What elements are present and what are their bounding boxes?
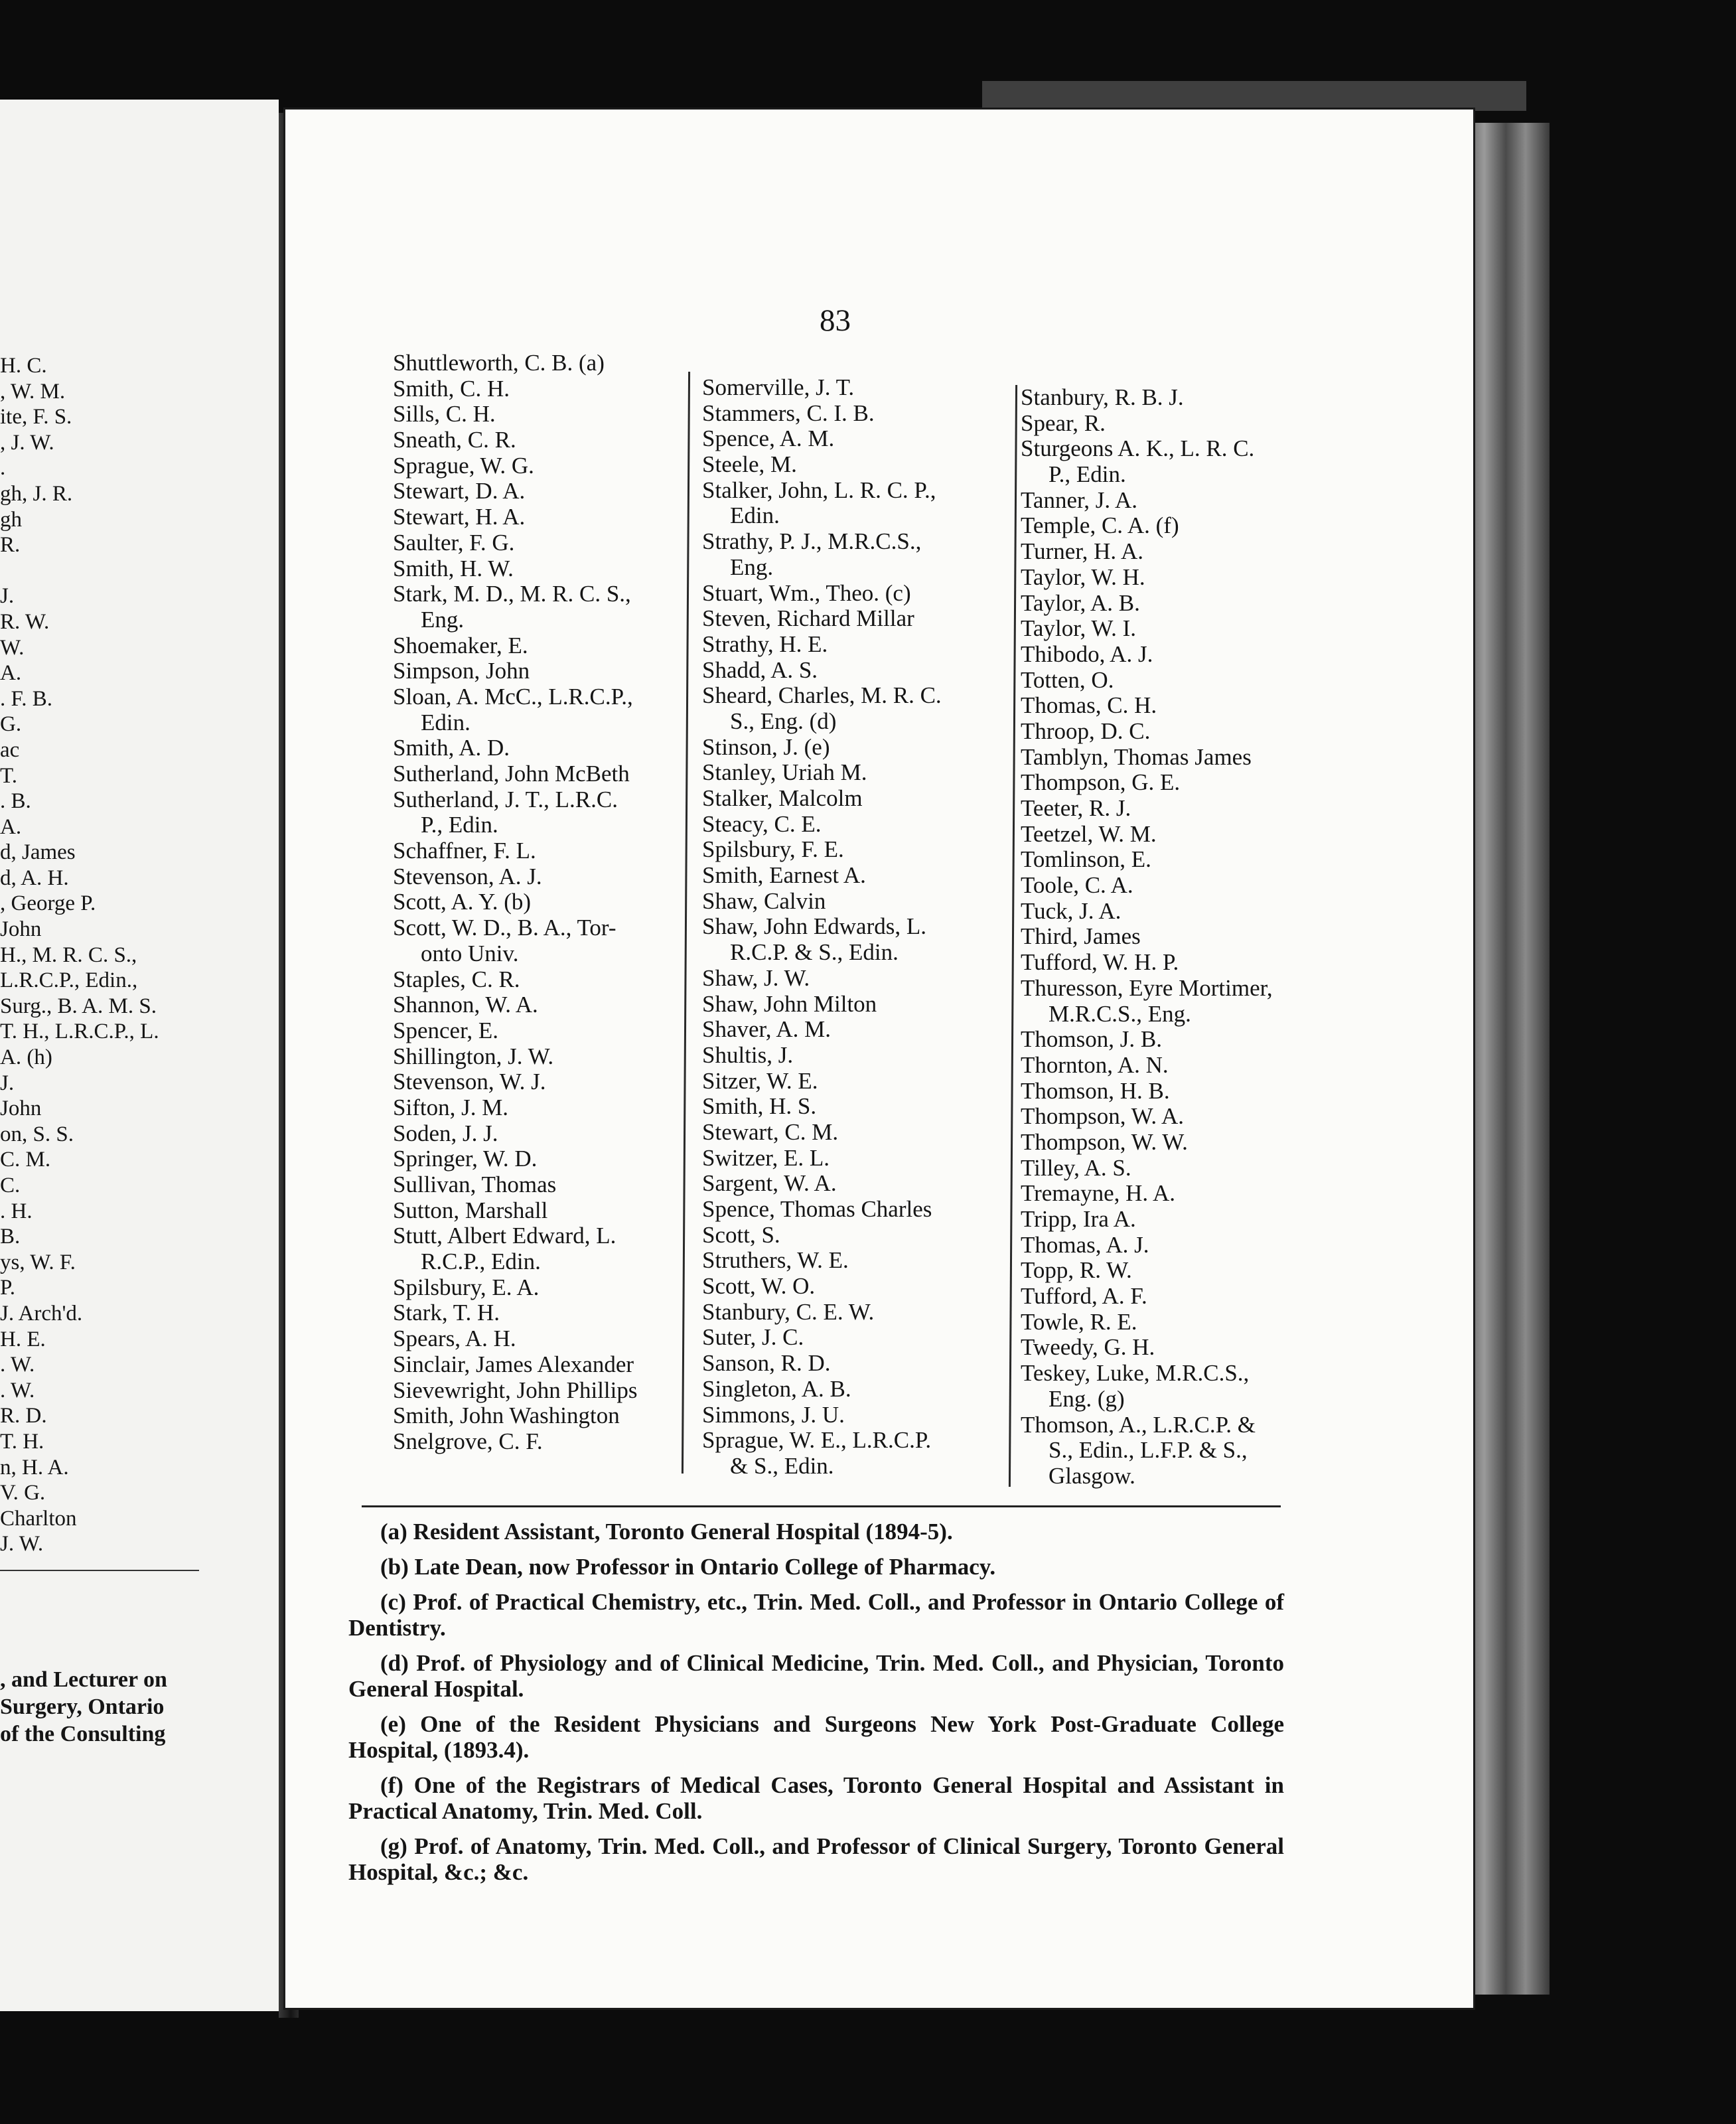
name-entry: Tufford, A. F. [1021,1283,1147,1310]
left-page-entry: J. [0,1071,15,1095]
name-entry: Edin. [730,502,780,529]
name-column-1 [393,350,685,1455]
name-entry: R.C.P., Edin. [421,1249,541,1275]
name-entry: Simpson, John [393,658,530,684]
name-entry: Thornton, A. N. [1021,1051,1169,1078]
left-page-entry: on, S. S. [0,1122,74,1146]
name-entry: Sargent, W. A. [702,1170,837,1197]
name-entry: Scott, S. [702,1221,780,1248]
name-entry: Steele, M. [702,451,797,478]
name-entry: Smith, John Washington [393,1403,620,1429]
left-page-entry: R. [0,533,21,558]
name-entry: M.R.C.S., Eng. [1049,1000,1191,1027]
left-page-entry: , J. W. [0,430,54,455]
name-entry: Thompson, W. W. [1021,1128,1188,1155]
left-page-note-line: Surgery, Ontario [0,1695,165,1719]
name-entry: Shoemaker, E. [393,632,528,658]
name-entry: Steven, Richard Millar [702,605,914,632]
left-page-entry: d, James [0,840,76,865]
left-page-entry: Surg., B. A. M. S. [0,994,157,1018]
name-entry: Stewart, C. M. [702,1118,839,1145]
name-entry: Tripp, Ira A. [1021,1206,1136,1232]
name-entry: Shaw, John Edwards, L. [702,913,926,940]
left-page-entry: R. D. [0,1404,47,1428]
left-page-entry: J. [0,584,15,609]
left-page-entry: , George P. [0,891,96,916]
name-entry: Sievewright, John Phillips [393,1377,638,1403]
name-entry: Shuttleworth, C. B. (a) [393,350,605,376]
name-entry: Staples, C. R. [393,966,520,992]
name-entry: Tuck, J. A. [1021,897,1121,924]
left-page-notes [0,1666,279,1748]
name-entry: Thompson, W. A. [1021,1103,1185,1130]
name-entry: Turner, H. A. [1021,538,1143,565]
name-entry: Shaver, A. M. [702,1016,832,1043]
left-page-entry: J. W. [0,1532,44,1556]
name-entry: S., Eng. (d) [730,708,837,734]
name-entry: Thomson, J. B. [1021,1026,1162,1053]
name-entry: Throop, D. C. [1021,718,1151,744]
left-page-entry: ite, F. S. [0,405,72,429]
left-page-entry: T. H., L.R.C.P., L. [0,1020,159,1044]
left-page-entry: , W. M. [0,379,66,404]
left-page-fragment [0,100,279,2011]
name-entry: Taylor, A. B. [1021,589,1140,616]
name-entry: P., Edin. [1049,461,1126,488]
name-entry: Scott, W. O. [702,1273,816,1300]
left-page-entry: B. [0,1225,21,1249]
name-entry: Stutt, Albert Edward, L. [393,1223,616,1249]
name-entry: Tufford, W. H. P. [1021,949,1179,976]
left-page-entry: W. [0,635,25,660]
name-entry: Sutherland, J. T., L.R.C. [393,786,618,812]
name-entry: Stanbury, C. E. W. [702,1298,875,1325]
name-entry: onto Univ. [421,940,519,966]
left-page-entry: A. [0,814,22,839]
left-page-note-line: , and Lecturer on [0,1667,167,1692]
name-entry: Smith, Earnest A. [702,862,866,889]
left-page-entry: . B. [0,789,31,814]
name-entry: Sitzer, W. E. [702,1067,818,1094]
name-entry: Taylor, W. I. [1021,615,1137,642]
name-entry: Thompson, G. E. [1021,769,1181,796]
name-entry: Sprague, W. E., L.R.C.P. [702,1427,932,1454]
name-entry: Spilsbury, F. E. [702,836,844,863]
name-entry: Teskey, Luke, M.R.C.S., [1021,1360,1250,1387]
name-entry: Tanner, J. A. [1021,487,1137,513]
name-entry: Spence, Thomas Charles [702,1196,932,1222]
name-entry: Stalker, Malcolm [702,785,863,811]
left-page-entry: A. [0,661,22,686]
footnote: (f) One of the Registrars of Medical Cases, Toronto General Hospital and Assistant in Practical Anatomy, Trin. Med. Coll. [348,1772,1284,1824]
name-entry: Struthers, W. E. [702,1247,849,1274]
left-footnote-rule [0,1570,199,1571]
name-entry: Sutton, Marshall [393,1197,548,1223]
left-page-entry: ys, W. F. [0,1250,76,1274]
page-edges [1470,123,1550,1995]
name-entry: Sifton, J. M. [393,1094,509,1120]
name-entry: Steacy, C. E. [702,810,822,837]
name-entry: Eng. [421,606,465,633]
name-entry: Toole, C. A. [1021,872,1133,899]
left-page-entry: n, H. A. [0,1455,69,1479]
name-entry: Strathy, H. E. [702,631,828,657]
name-entry: Schaffner, F. L. [393,838,536,864]
name-entry: Thomson, H. B. [1021,1077,1170,1104]
name-entry: Topp, R. W. [1021,1257,1132,1284]
left-page-entry: P. [0,1276,15,1300]
name-entry: Stalker, John, L. R. C. P., [702,477,936,503]
name-entry: Sullivan, Thomas [393,1172,557,1197]
name-entry: Stanley, Uriah M. [702,759,867,786]
left-page-entry: C. M. [0,1148,51,1172]
name-entry: Saulter, F. G. [393,529,515,556]
name-entry: Stinson, J. (e) [702,733,830,760]
name-entry: Smith, A. D. [393,735,510,761]
name-entry: Sutherland, John McBeth [393,761,630,787]
name-entry: Shultis, J. [702,1041,794,1068]
name-entry: & S., Edin. [730,1452,834,1479]
name-entry: Thomas, A. J. [1021,1231,1149,1258]
name-entry: Sheard, Charles, M. R. C. [702,682,942,709]
left-page-entry: . [0,456,6,481]
left-page-entry: ac [0,737,20,762]
name-entry: Spears, A. H. [393,1326,516,1352]
name-entry: Stanbury, R. B. J. [1021,384,1184,410]
name-entry: Totten, O. [1021,666,1114,693]
footnotes [348,1519,1284,1894]
name-entry: P., Edin. [421,812,498,838]
footnote: (c) Prof. of Practical Chemistry, etc., Trin. Med. Coll., and Professor in Ontario College of Dentistry. [348,1589,1284,1641]
left-page-entry: John [0,917,42,942]
footnote: (d) Prof. of Physiology and of Clinical Medicine, Trin. Med. Coll., and Physician, Toronto General Hospital. [348,1650,1284,1702]
name-entry: Tamblyn, Thomas James [1021,743,1252,770]
name-column-2 [702,375,1007,1479]
left-page-list [0,353,279,1557]
left-page-entry: H. E. [0,1327,46,1351]
name-entry: Towle, R. E. [1021,1308,1137,1335]
name-entry: Glasgow. [1049,1462,1135,1489]
left-page-entry: gh, J. R. [0,481,73,506]
name-entry: Spear, R. [1021,410,1106,436]
name-entry: Stevenson, A. J. [393,863,542,889]
name-entry: Smith, H. S. [702,1093,817,1120]
name-entry: Tremayne, H. A. [1021,1180,1176,1207]
left-page-entry: C. [0,1174,21,1197]
name-entry: Sturgeons A. K., L. R. C. [1021,435,1255,462]
name-entry: Stark, M. D., M. R. C. S., [393,581,631,607]
left-page-entry: G. [0,712,22,737]
left-page-note-line: of the Consulting [0,1722,166,1746]
footnote-rule [362,1505,1281,1507]
name-entry: Sills, C. H. [393,401,496,427]
name-entry: Third, James [1021,923,1141,950]
name-entry: Stevenson, W. J. [393,1069,546,1095]
name-entry: Sneath, C. R. [393,427,516,453]
name-entry: Shillington, J. W. [393,1043,554,1069]
name-entry: Tilley, A. S. [1021,1154,1131,1181]
name-entry: Edin. [421,709,470,735]
left-page-entry: John [0,1097,42,1121]
name-entry: Shannon, W. A. [393,992,538,1018]
name-entry: Stuart, Wm., Theo. (c) [702,579,911,606]
name-entry: Sanson, R. D. [702,1350,831,1377]
left-page-entry: R. W. [0,609,50,634]
name-entry: Shaw, Calvin [702,887,826,914]
left-page-entry: T. H. [0,1429,44,1454]
name-entry: Snelgrove, C. F. [393,1428,543,1454]
name-entry: Stammers, C. I. B. [702,400,875,426]
name-entry: Sprague, W. G. [393,452,534,479]
name-entry: Sloan, A. McC., L.R.C.P., [393,683,633,710]
name-entry: Thomas, C. H. [1021,692,1157,719]
left-page-entry: V. G. [0,1481,46,1505]
name-entry: Tomlinson, E. [1021,846,1151,873]
left-page-entry: J. Arch'd. [0,1301,83,1326]
name-entry: Somerville, J. T. [702,374,855,400]
left-page-entry: d, A. H. [0,866,69,890]
left-page-entry: H., M. R. C. S., [0,943,137,967]
name-entry: Soden, J. J. [393,1120,498,1146]
name-entry: Spence, A. M. [702,425,835,452]
name-entry: Teeter, R. J. [1021,795,1131,821]
footnote: (a) Resident Assistant, Toronto General Hospital (1894-5). [380,1519,953,1545]
name-entry: Shaw, John Milton [702,990,877,1017]
name-entry: Smith, C. H. [393,375,510,402]
name-entry: Simmons, J. U. [702,1401,845,1428]
name-entry: Scott, A. Y. (b) [393,889,532,915]
name-entry: Shaw, J. W. [702,964,810,991]
left-page-entry: gh [0,507,22,532]
left-page-entry: . W. [0,1353,35,1377]
left-page-entry: A. (h) [0,1045,52,1070]
left-page-entry: . H. [0,1199,33,1223]
name-entry: Sinclair, James Alexander [393,1351,634,1377]
name-entry: Stark, T. H. [393,1300,500,1326]
footnote: (e) One of the Resident Physicians and Surgeons New York Post-Graduate College Hospital, (1893.4). [348,1711,1284,1763]
page-number: 83 [820,303,851,338]
left-page-entry: Charlton [0,1506,77,1531]
name-entry: Taylor, W. H. [1021,564,1145,590]
left-page-entry [0,558,279,584]
name-column-3 [1021,385,1319,1489]
left-page-entry: . F. B. [0,686,52,711]
name-entry: Stewart, H. A. [393,504,526,530]
left-page-entry: H. C. [0,354,47,378]
name-entry: Spilsbury, E. A. [393,1274,540,1300]
name-entry: Scott, W. D., B. A., Tor- [393,915,616,941]
left-page-entry: L.R.C.P., Edin., [0,968,138,993]
name-entry: Thibodo, A. J. [1021,641,1153,667]
name-entry: Smith, H. W. [393,555,514,581]
name-entry: Tweedy, G. H. [1021,1334,1155,1361]
left-page-entry: T. [0,763,17,788]
left-page-entry: . W. [0,1378,35,1403]
name-entry: Thomson, A., L.R.C.P. & [1021,1411,1256,1438]
footnote: (b) Late Dean, now Professor in Ontario College of Pharmacy. [380,1554,996,1580]
book-cover-top [982,81,1526,111]
name-entry: Stewart, D. A. [393,478,526,504]
name-entry: Shadd, A. S. [702,656,818,683]
name-entry: Strathy, P. J., M.R.C.S., [702,528,922,555]
name-entry: Thuresson, Eyre Mortimer, [1021,974,1273,1001]
name-entry: Springer, W. D. [393,1146,538,1172]
name-entry: Eng. (g) [1049,1385,1125,1412]
name-entry: S., Edin., L.F.P. & S., [1049,1437,1248,1464]
name-entry: Teetzel, W. M. [1021,820,1157,847]
name-entry: R.C.P. & S., Edin. [730,939,899,966]
name-entry: Eng. [730,554,774,580]
footnote: (g) Prof. of Anatomy, Trin. Med. Coll., and Professor of Clinical Surgery, Toronto General Hospital, &c.; &c. [348,1833,1284,1885]
name-entry: Switzer, E. L. [702,1144,830,1171]
name-entry: Spencer, E. [393,1017,498,1043]
name-entry: Suter, J. C. [702,1324,804,1351]
name-entry: Singleton, A. B. [702,1375,851,1402]
name-entry: Temple, C. A. (f) [1021,512,1179,539]
